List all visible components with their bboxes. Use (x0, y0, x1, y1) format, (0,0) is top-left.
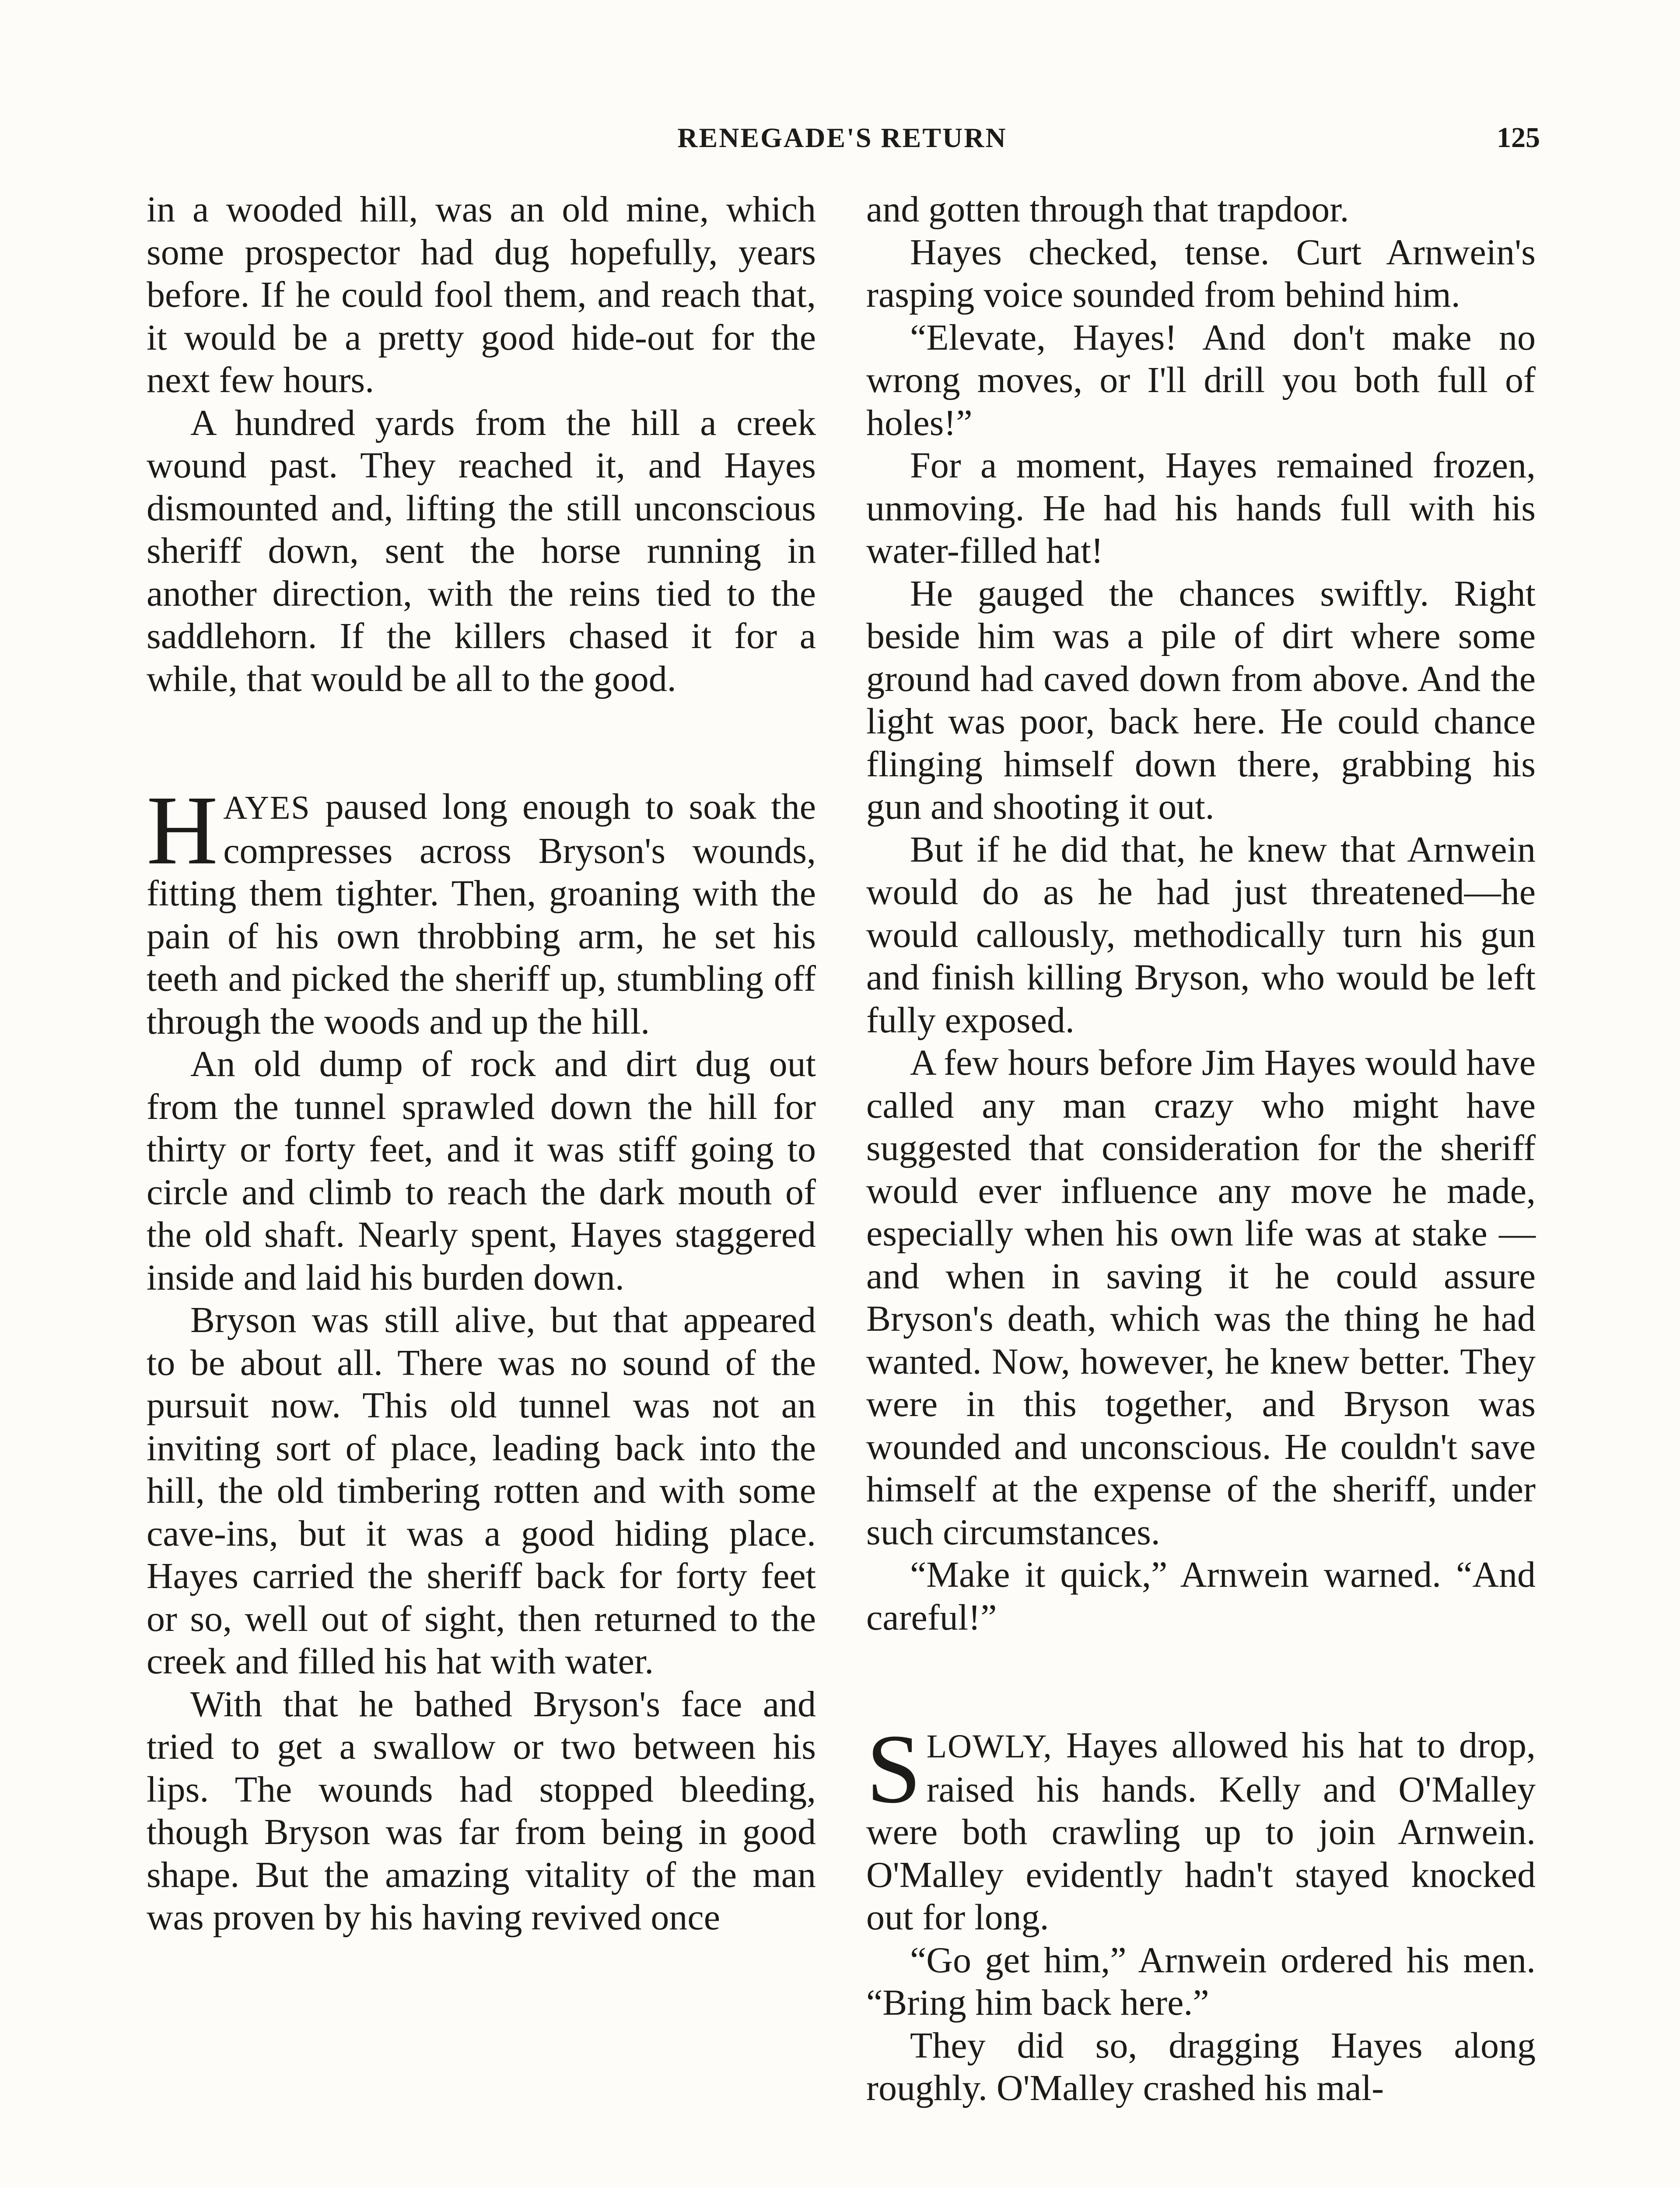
running-title: RENEGADE'S RETURN (677, 122, 1007, 153)
drop-cap: H (147, 775, 218, 885)
page-number: 125 (1497, 122, 1540, 154)
paragraph: Bryson was still alive, but that appeared to be about all. There was no sound of the pursuit now. This old tunnel was not an inviting sort of place, leading back into the hill, the old timbering rotten and with some cave-ins, but it was a good hiding place. Hayes carried the sheriff back for forty feet or so, well out of sight, then returned to the creek and filled his hat with water. (147, 1300, 816, 1682)
paragraph: “Elevate, Hayes! And don't make no wrong moves, or I'll drill you both full of holes!” (866, 317, 1536, 443)
small-caps-lead: LOWLY, (926, 1728, 1053, 1765)
paragraph: “Make it quick,” Arnwein warned. “And careful!” (866, 1554, 1536, 1638)
section-opening-paragraph (147, 775, 816, 1043)
paragraph: For a moment, Hayes remained frozen, unmoving. He had his hands full with his water-filled hat! (866, 445, 1536, 571)
paragraph: and gotten through that trapdoor. (866, 189, 1349, 230)
right-column (866, 188, 1536, 2110)
paragraph: They did so, dragging Hayes along roughly. O'Malley crashed his mal- (866, 2025, 1536, 2108)
drop-cap: S (866, 1714, 921, 1823)
paragraph: in a wooded hill, was an old mine, which some prospector had dug hopefully, years before. If he could fool them, and reach that, it would be a pretty good hide-out for the next few hours. (147, 189, 816, 400)
paragraph: He gauged the chances swiftly. Right beside him was a pile of dirt where some ground had caved down from above. And the light was poor, back here. He could chance flinging himself down there, grabbing his gun and shooting it out. (866, 573, 1536, 827)
paragraph: “Go get him,” Arnwein ordered his men. “Bring him back here.” (866, 1939, 1536, 2023)
paragraph: But if he did that, he knew that Arnwein would do as he had just threatened—he would callously, methodically turn his gun and finish killing Bryson, who would be left fully exposed. (866, 829, 1536, 1041)
paragraph: An old dump of rock and dirt dug out from the tunnel sprawled down the hill for thirty or forty feet, and it was stiff going to circle and climb to reach the dark mouth of the old shaft. Nearly spent, Hayes staggered inside and laid his burden down. (147, 1044, 816, 1298)
paragraph-text: Hayes allowed his hat to drop, raised his hands. Kelly and O'Malley were both crawling up to join Arnwein. O'Malley evidently hadn't stayed knocked out for long. (866, 1725, 1536, 1938)
small-caps-lead: AYES (223, 789, 311, 826)
paragraph: A hundred yards from the hill a creek wound past. They reached it, and Hayes dismounted and, lifting the still unconscious sheriff down, sent the horse running in another direction, with the reins tied to the saddlehorn. If the killers chased it for a while, that would be all to the good. (147, 402, 816, 699)
left-column (147, 188, 816, 1939)
running-head (144, 118, 1540, 158)
section-opening-paragraph (866, 1714, 1536, 1939)
paragraph-text: paused long enough to soak the compresses across Bryson's wounds, fitting them tighter. Then, groaning with the pain of his own throbbing arm, he set his teeth and picked the sheriff up, stumbling off through the woods and up the hill. (147, 786, 816, 1042)
paragraph: Hayes checked, tense. Curt Arnwein's rasping voice sounded from behind him. (866, 231, 1536, 315)
paragraph: A few hours before Jim Hayes would have called any man crazy who might have suggested that consideration for the sheriff would ever influence any move he made, especially when his own life was at stake —and when in saving it he could assure Bryson's death, which was the thing he had wanted. Now, however, he knew better. They were in this together, and Bryson was wounded and unconscious. He couldn't save himself at the expense of the sheriff, under such circumstances. (866, 1042, 1536, 1553)
paragraph: With that he bathed Bryson's face and tried to get a swallow or two between his lips. The wounds had stopped bleeding, though Bryson was far from being in good shape. But the amazing vitality of the man was proven by his having revived once (147, 1683, 816, 1938)
